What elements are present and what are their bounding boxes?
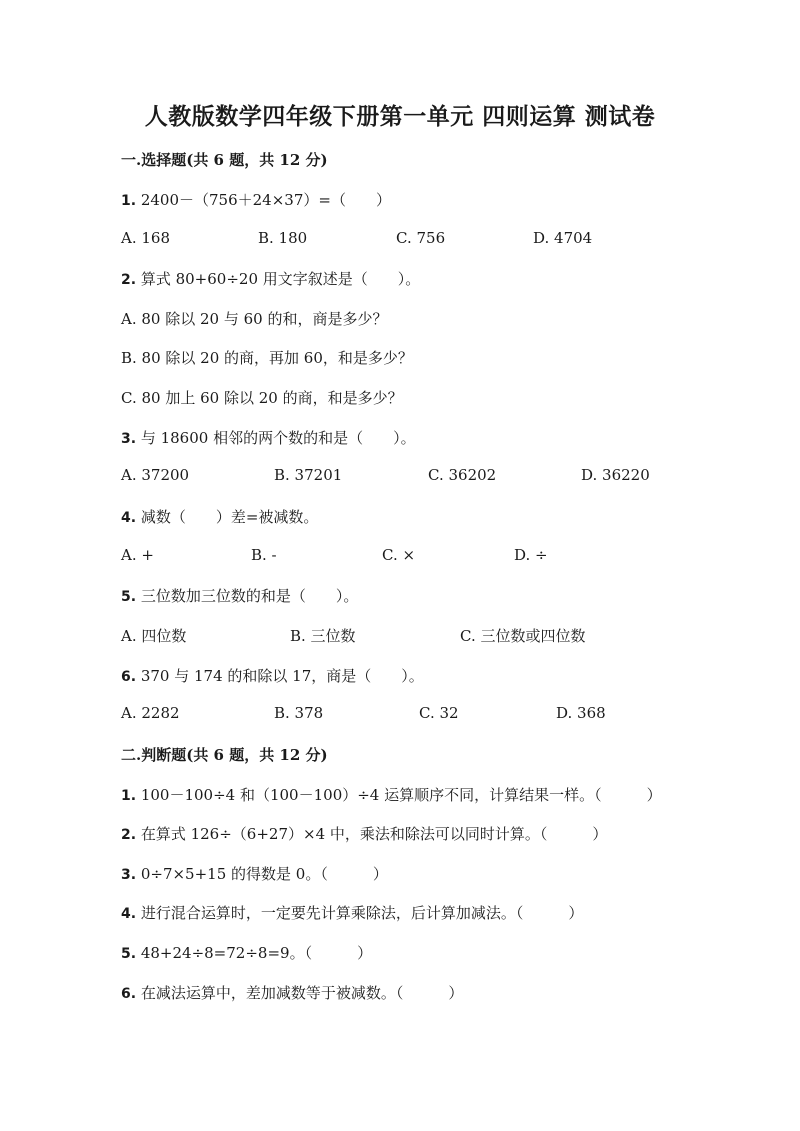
option-d: D. 36220 — [581, 466, 650, 484]
option-c: C. × — [382, 546, 416, 564]
option-c: C. 80 加上 60 除以 20 的商，和是多少？ — [121, 389, 403, 407]
question-text: 0÷7×5+15 的得数是 0。（ ） — [136, 865, 388, 883]
option-c: C. 三位数或四位数 — [460, 627, 586, 645]
option-b: B. 180 — [258, 229, 308, 247]
option-d: D. 4704 — [533, 229, 593, 247]
judgment-2 — [121, 823, 607, 844]
option-a: A. 37200 — [121, 466, 190, 484]
question-number: 1. — [121, 788, 137, 804]
option-a: A. 四位数 — [121, 627, 187, 645]
option-a: A. 168 — [121, 229, 170, 247]
question-number: 6. — [121, 669, 137, 685]
option-c: C. 32 — [419, 704, 459, 722]
option-d: D. 368 — [556, 704, 606, 722]
option-b: B. 三位数 — [290, 627, 356, 645]
option-a: A. 2282 — [121, 704, 180, 722]
section-heading-judgment: 二.判断题(共 6 题，共 12 分) — [121, 746, 328, 764]
question-number: 6. — [121, 986, 137, 1002]
question-number: 5. — [121, 589, 137, 605]
question-4 — [121, 506, 318, 527]
question-number: 4. — [121, 510, 137, 526]
judgment-6 — [121, 982, 463, 1003]
option-d: D. ÷ — [514, 546, 548, 564]
question-text: 2400－（756＋24×37）=（ ） — [136, 191, 391, 209]
option-b: B. 37201 — [274, 466, 343, 484]
question-number: 2. — [121, 827, 137, 843]
option-c: C. 36202 — [428, 466, 497, 484]
question-2 — [121, 268, 420, 289]
question-number: 1. — [121, 193, 137, 209]
question-text: 与 18600 相邻的两个数的和是（ ）。 — [136, 429, 416, 447]
question-1 — [121, 189, 391, 210]
question-text: 100－100÷4 和（100－100）÷4 运算顺序不同，计算结果一样。（ ） — [136, 786, 662, 804]
option-b: B. - — [251, 546, 277, 564]
question-number: 3. — [121, 867, 137, 883]
option-a: A. + — [121, 546, 154, 564]
question-text: 在减法运算中，差加减数等于被减数。（ ） — [136, 984, 464, 1002]
question-3 — [121, 427, 416, 448]
judgment-4 — [121, 902, 583, 923]
question-text: 进行混合运算时，一定要先计算乘除法，后计算加减法。（ ） — [136, 904, 584, 922]
question-5 — [121, 585, 358, 606]
judgment-5 — [121, 942, 372, 963]
question-text: 三位数加三位数的和是（ ）。 — [136, 587, 359, 605]
question-number: 5. — [121, 946, 137, 962]
option-b: B. 80 除以 20 的商，再加 60，和是多少？ — [121, 349, 413, 367]
page-title: 人教版数学四年级下册第一单元 四则运算 测试卷 — [144, 103, 656, 130]
question-number: 3. — [121, 431, 137, 447]
question-text: 减数（ ）差=被减数。 — [136, 508, 319, 526]
question-6 — [121, 665, 424, 686]
option-b: B. 378 — [274, 704, 324, 722]
question-number: 4. — [121, 906, 137, 922]
question-number: 2. — [121, 272, 137, 288]
judgment-3 — [121, 863, 388, 884]
question-text: 算式 80+60÷20 用文字叙述是（ ）。 — [136, 270, 421, 288]
option-c: C. 756 — [396, 229, 446, 247]
question-text: 在算式 126÷（6+27）×4 中，乘法和除法可以同时计算。（ ） — [136, 825, 608, 843]
judgment-1 — [121, 784, 662, 805]
question-text: 370 与 174 的和除以 17，商是（ ）。 — [136, 667, 424, 685]
section-heading-choice: 一.选择题(共 6 题，共 12 分) — [121, 151, 328, 169]
option-a: A. 80 除以 20 与 60 的和，商是多少？ — [121, 310, 388, 328]
question-text: 48+24÷8=72÷8=9。（ ） — [136, 944, 373, 962]
